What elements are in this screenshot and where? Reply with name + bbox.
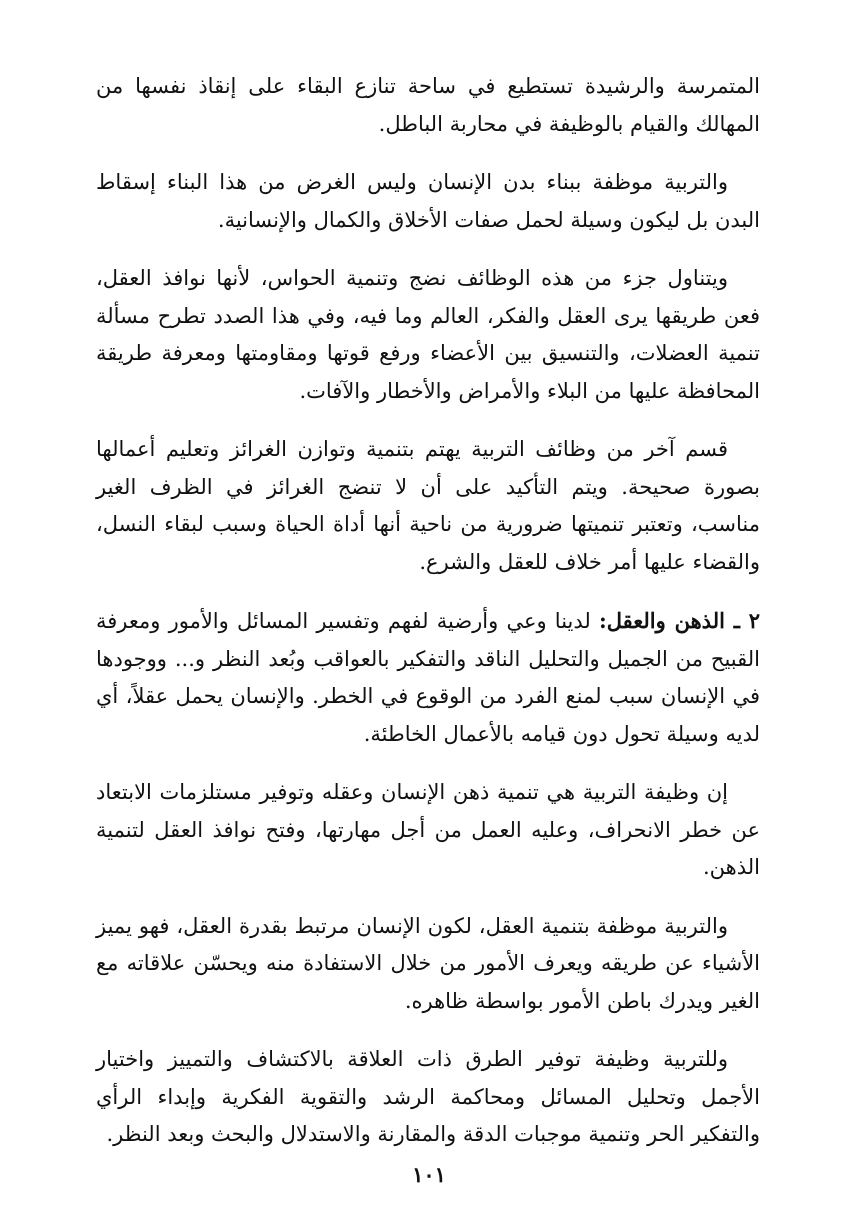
page-body — [96, 68, 760, 1175]
section-body: لدينا وعي وأرضية لفهم وتفسير المسائل والأمور ومعرفة القبيح من الجميل والتحليل الناقد والتفكير بالعواقب وبُعد النظر و... ووجودها في الإنسان سبب لمنع الفرد من الوقوع في الخطر. والإنسان يحمل عقلاً، أي لديه وسيلة تحول دون قيامه بالأعمال الخاطئة. — [96, 609, 760, 746]
paragraph-senses: ويتناول جزء من هذه الوظائف نضج وتنمية الحواس، لأنها نوافذ العقل، فعن طريقها يرى العقل والفكر، العالم وما فيه، وفي هذا الصدد تطرح مسألة تنمية العضلات، والتنسيق بين الأعضاء ورفع قوتها ومقاومتها ومعرفة طريقة المحافظة عليها من البلاء والأمراض والأخطار والآفات. — [96, 266, 760, 403]
page-number: ١٠١ — [412, 1162, 446, 1187]
section-heading: ٢ ـ الذهن والعقل: — [599, 608, 760, 633]
paragraph-instincts: قسم آخر من وظائف التربية يهتم بتنمية وتوازن الغرائز وتعليم أعمالها بصورة صحيحة. ويتم التأكيد على أن لا تنضج الغرائز في الظرف الغير مناسب، وتعتبر تنميتها ضرورية من ناحية أنها أداة الحياة وسبب لبقاء النسل، والقضاء عليها أمر خلاف للعقل والشرع. — [96, 437, 760, 574]
paragraph-mind-and-intellect — [96, 602, 760, 753]
paragraph-continuation: المتمرسة والرشيدة تستطيع في ساحة تنازع البقاء على إنقاذ نفسها من المهالك والقيام بالوظيفة في محاربة الباطل. — [96, 74, 760, 136]
paragraph-body-building: والتربية موظفة ببناء بدن الإنسان وليس الغرض من هذا البناء إسقاط البدن بل ليكون وسيلة لحمل صفات الأخلاق والكمال والإنسانية. — [96, 170, 760, 232]
paragraph-methods: وللتربية وظيفة توفير الطرق ذات العلاقة بالاكتشاف والتمييز واختيار الأجمل وتحليل المسائل ومحاكمة الرشد والتقوية الفكرية وإبداء الرأي والتفكير الحر وتنمية موجبات الدقة والمقارنة والاستدلال والبحث وبعد النظر. — [96, 1047, 760, 1146]
paragraph-education-role: إن وظيفة التربية هي تنمية ذهن الإنسان وعقله وتوفير مستلزمات الابتعاد عن خطر الانحراف، وعليه العمل من أجل مهارتها، وفتح نوافذ العقل لتنمية الذهن. — [96, 780, 760, 879]
paragraph-intellect-development: والتربية موظفة بتنمية العقل، لكون الإنسان مرتبط بقدرة العقل، فهو يميز الأشياء عن طريقه ويعرف الأمور من خلال الاستفادة منه ويحسّن علاقاته مع الغير ويدرك باطن الأمور بواسطة ظاهره. — [96, 913, 760, 1013]
